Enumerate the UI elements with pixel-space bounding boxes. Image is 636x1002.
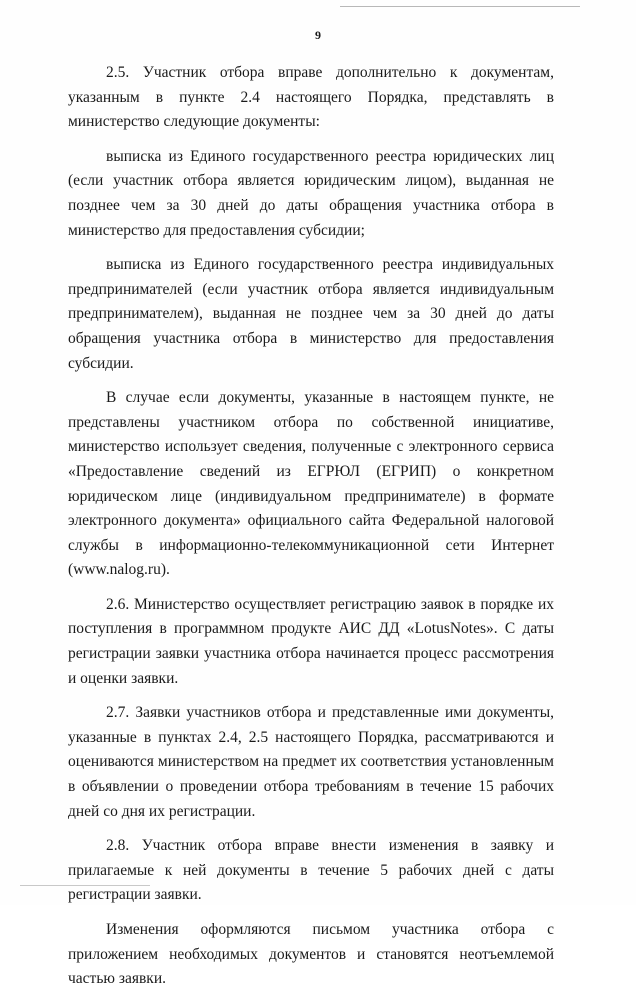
- paragraph-2-7: 2.7. Заявки участников отбора и представленные ими документы, указанные в пунктах 2.4, 2.5 настоящего Порядка, рассматриваются и оцениваются министерством на предмет их соответствия установленным в объявлении о проведении отбора требованиям в течение 15 рабочих дней со дня их регистрации.: [68, 704, 554, 820]
- paragraph-own-initiative: В случае если документы, указанные в настоящем пункте, не представлены участником отбора по собственной инициативе, министерство использует сведения, полученные с электронного сервиса «Предоставление сведений из ЕГРЮЛ (ЕГРИП) о конкретном юридическом лице (индивидуальном предпринимателе) в формате электронного документа» официального сайта Федеральной налоговой службы в информационно-телекоммуникационной сети Интернет (www.nalog.ru).: [68, 389, 554, 579]
- page-number: 9: [315, 28, 321, 42]
- paragraph-2-6: 2.6. Министерство осуществляет регистрацию заявок в порядке их поступления в программном продукте АИС ДД «LotusNotes». С даты регистрации заявки участника отбора начинается процесс рассмотрения и оценки заявки.: [68, 595, 554, 687]
- top-edge-line: [340, 6, 580, 7]
- paragraph-2-5: 2.5. Участник отбора вправе дополнительно к документам, указанным в пункте 2.4 настоящего Порядка, представлять в министерство следующие документы:: [68, 64, 554, 131]
- document-body: [68, 61, 554, 1002]
- paragraph-changes: Изменения оформляются письмом участника отбора с приложением необходимых документов и становятся неотъемлемой частью заявки.: [68, 921, 554, 988]
- bottom-edge-line: [20, 885, 150, 886]
- paragraph-egrul-extract: выписка из Единого государственного реестра юридических лиц (если участник отбора является юридическим лицом), выданная не позднее чем за 30 дней до даты обращения участника отбора в министерство для предоставления субсидии;: [68, 147, 554, 239]
- paragraph-2-8: 2.8. Участник отбора вправе внести изменения в заявку и прилагаемые к ней документы в течение 5 рабочих дней с даты регистрации заявки.: [68, 837, 554, 904]
- paragraph-egrip-extract: выписка из Единого государственного реестра индивидуальных предпринимателей (если участник отбора является индивидуальным предпринимателем), выданная не позднее чем за 30 дней до даты обращения участника отбора в министерство для предоставления субсидии.: [68, 256, 554, 372]
